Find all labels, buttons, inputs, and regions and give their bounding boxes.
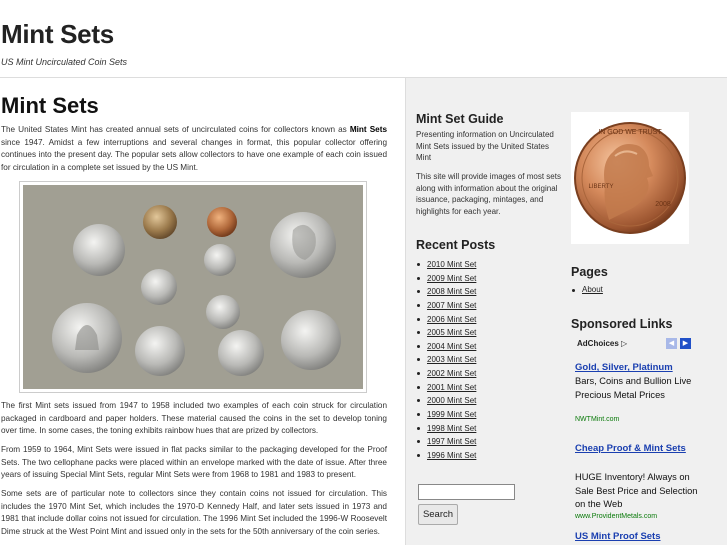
list-item — [416, 340, 476, 354]
ad-title-link[interactable]: Gold, Silver, Platinum — [575, 362, 673, 373]
penny-year-text: 2008 — [655, 201, 671, 208]
ad-next-arrow-icon[interactable]: ▶ — [680, 338, 691, 349]
list-item — [416, 408, 476, 422]
post-intro-paragraph — [1, 124, 387, 174]
recent-post-link[interactable]: 1997 Mint Set — [427, 437, 477, 447]
post-title: Mint Sets — [1, 93, 99, 118]
recent-post-link[interactable]: 2000 Mint Set — [427, 396, 477, 406]
list-item — [416, 285, 476, 299]
recent-post-link[interactable]: 2002 Mint Set — [427, 369, 477, 379]
ad-body-text: HUGE Inventory! Always on Sale Best Price and Selection on the Web — [575, 472, 698, 509]
intro-text-before: The United States Mint has created annual sets of uncirculated coins for collectors known as — [1, 125, 350, 134]
list-item — [416, 367, 476, 381]
intro-bold-text: Mint Sets — [349, 125, 387, 134]
list-item — [416, 326, 476, 340]
list-item — [416, 353, 476, 367]
list-item — [416, 313, 476, 327]
main-content — [0, 78, 405, 545]
post-paragraph-2: The first Mint sets issued from 1947 to 1958 included two examples of each coin struck for circulation packaged in cardboard and paper holders. These material caused the coins in the set to develop toning over time. In some cases, the toning exhibits rainbow hues that are prized by collectors. — [1, 401, 387, 435]
sponsored-links-heading: Sponsored Links — [571, 317, 673, 331]
pages-heading: Pages — [571, 265, 608, 279]
pages-list — [571, 285, 603, 294]
recent-post-link[interactable]: 2007 Mint Set — [427, 300, 477, 310]
recent-post-link[interactable]: 2004 Mint Set — [427, 341, 477, 351]
intro-text-after: since 1947. Amidst a few interruptions and several changes in format, this popular collector offering continues into the present day. The popular sets allow collectors to have one example of each coin issued for circulation in a complete set issued by the US Mint. — [1, 137, 387, 172]
guide-description-2: This site will provide images of most sets along with information about the original issuance, packaging, mintages, and highlights for each year. — [416, 172, 561, 216]
recent-post-link[interactable]: 2006 Mint Set — [427, 314, 477, 324]
recent-post-link[interactable]: 2003 Mint Set — [427, 355, 477, 365]
mint-set-guide-heading: Mint Set Guide — [416, 112, 504, 126]
recent-post-link[interactable]: 2008 Mint Set — [427, 287, 477, 297]
recent-post-link[interactable]: 1999 Mint Set — [427, 410, 477, 420]
recent-post-link[interactable]: 1998 Mint Set — [427, 423, 477, 433]
penny-legend-text: IN GOD WE TRUST — [598, 129, 662, 136]
recent-post-link[interactable]: 2005 Mint Set — [427, 328, 477, 338]
post-paragraph-3: From 1959 to 1964, Mint Sets were issued in flat packs similar to the packaging developed for the Proof Sets. The two cellophane packs were placed within an envelope marked with the date of issue. After three years of issuing Special Mint Sets, regular Mint Sets were from 1968 to 1981 and 1983 to present. — [1, 445, 387, 479]
list-item — [416, 449, 476, 463]
list-item — [416, 381, 476, 395]
list-item — [416, 394, 476, 408]
page-link-about[interactable]: About — [582, 285, 603, 294]
recent-posts-list — [416, 258, 476, 463]
site-header — [0, 0, 727, 78]
search-input[interactable] — [418, 484, 515, 500]
recent-post-link[interactable]: 1996 Mint Set — [427, 450, 477, 460]
coins-image — [23, 185, 363, 389]
adchoices-link[interactable]: AdChoices ▷ — [577, 339, 628, 348]
site-title[interactable]: Mint Sets — [1, 19, 114, 49]
search-button[interactable]: Search — [418, 504, 458, 525]
penny-liberty-text: LIBERTY — [588, 184, 614, 190]
ad-title-link[interactable]: Cheap Proof & Mint Sets — [575, 443, 686, 454]
list-item — [571, 285, 603, 294]
list-item — [416, 258, 476, 272]
post-paragraph-4: Some sets are of particular note to collectors since they contain coins not issued for circulation. This includes the 1970 Mint Set, which includes the 1970-D Kennedy Half, and later sets issued in 1973 and 1981 that include dollar coins not issued for circulation. The 1996 Mint Set included the 1996-W Roosevelt Dime struck at the West Point Mint and issued only in the sets for the 50th anniversary of the coin series. — [1, 489, 387, 536]
recent-post-link[interactable]: 2001 Mint Set — [427, 382, 477, 392]
ad-url-link[interactable]: NWTMint.com — [575, 416, 620, 423]
list-item — [416, 299, 476, 313]
recent-post-link[interactable]: 2010 Mint Set — [427, 260, 477, 269]
mint-set-coins-photo — [19, 181, 367, 393]
list-item — [416, 272, 476, 286]
ad-url-link[interactable]: www.ProvidentMetals.com — [575, 513, 658, 520]
list-item — [416, 422, 476, 436]
penny-image — [571, 112, 689, 244]
recent-post-link[interactable]: 2009 Mint Set — [427, 273, 477, 283]
lincoln-cent-image — [571, 112, 689, 244]
ad-body-text: Bars, Coins and Bullion Live Precious Metal Prices — [575, 376, 692, 400]
ad-prev-arrow-icon[interactable]: ◀ — [666, 338, 677, 349]
site-tagline: US Mint Uncirculated Coin Sets — [1, 57, 128, 67]
recent-posts-heading: Recent Posts — [416, 238, 496, 252]
guide-description: Presenting information on Uncirculated Mint Sets issued by the United States Mint — [416, 130, 554, 162]
list-item — [416, 435, 476, 449]
ad-title-link[interactable]: US Mint Proof Sets — [575, 531, 661, 542]
